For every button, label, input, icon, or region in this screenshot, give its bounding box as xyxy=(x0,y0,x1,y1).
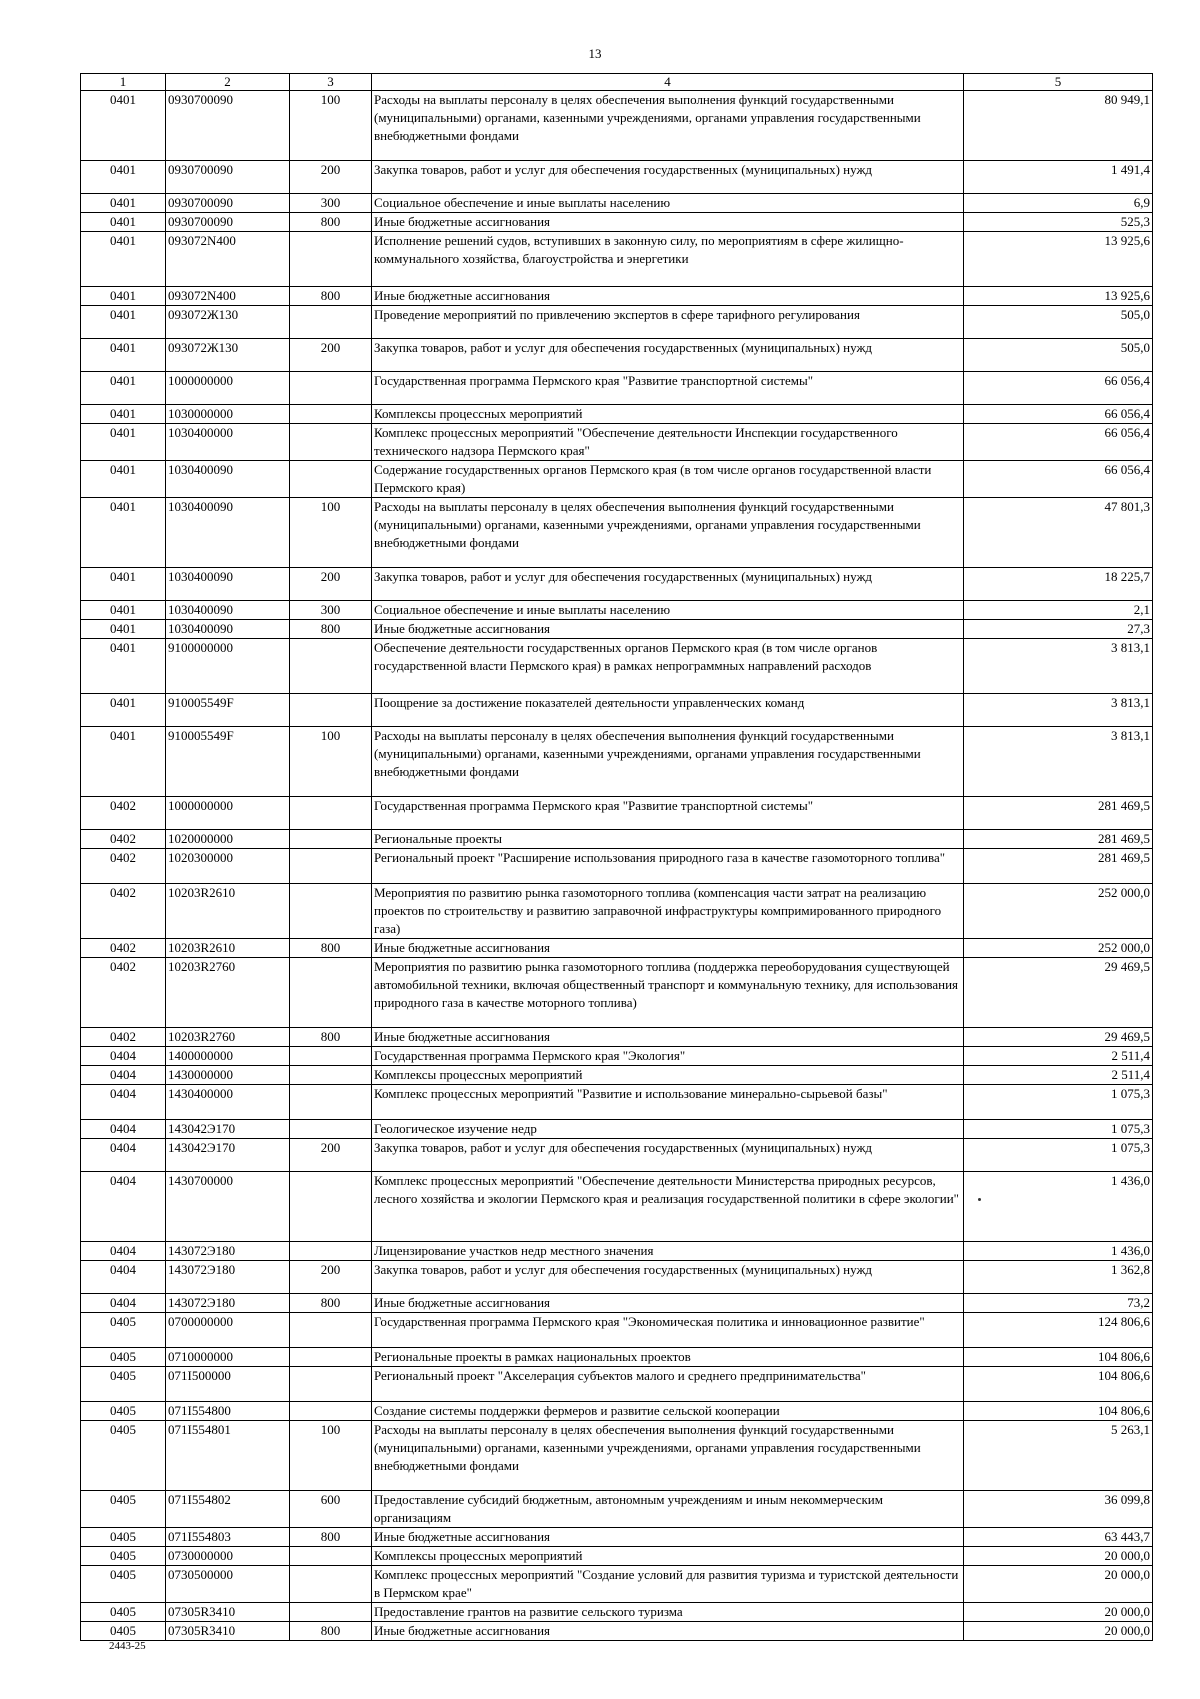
budget-table xyxy=(80,73,1153,1641)
section-cell: 0404 xyxy=(81,1172,166,1242)
table-row xyxy=(81,1313,1153,1348)
expense-type-cell: 200 xyxy=(290,339,372,372)
item-name-cell: Комплексы процессных мероприятий xyxy=(372,1066,964,1085)
item-name-cell: Геологическое изучение недр xyxy=(372,1120,964,1139)
expense-type-cell xyxy=(290,1120,372,1139)
section-cell: 0401 xyxy=(81,639,166,694)
budget-code-cell: 071I554802 xyxy=(166,1491,290,1528)
item-name-cell: Обеспечение деятельности государственных органов Пермского края (в том числе органов государственной власти Пермского края) в рамках непрограммных направлений расходов xyxy=(372,639,964,694)
table-row xyxy=(81,1421,1153,1491)
amount-cell: 66 056,4 xyxy=(964,461,1153,498)
expense-type-cell: 200 xyxy=(290,568,372,601)
table-row xyxy=(81,958,1153,1028)
section-cell: 0402 xyxy=(81,797,166,830)
table-row xyxy=(81,620,1153,639)
amount-cell: 1 362,8 xyxy=(964,1261,1153,1294)
table-row xyxy=(81,568,1153,601)
amount-cell: 505,0 xyxy=(964,339,1153,372)
amount-cell: 2 511,4 xyxy=(964,1047,1153,1066)
budget-code-cell: 10203R2760 xyxy=(166,1028,290,1047)
section-cell: 0405 xyxy=(81,1367,166,1402)
expense-type-cell: 800 xyxy=(290,939,372,958)
budget-code-cell: 1030400000 xyxy=(166,424,290,461)
item-name-cell: Иные бюджетные ассигнования xyxy=(372,287,964,306)
budget-code-cell: 910005549F xyxy=(166,694,290,727)
amount-cell: 27,3 xyxy=(964,620,1153,639)
expense-type-cell: 100 xyxy=(290,498,372,568)
expense-type-cell: 800 xyxy=(290,1028,372,1047)
amount-cell: 104 806,6 xyxy=(964,1402,1153,1421)
section-cell: 0404 xyxy=(81,1066,166,1085)
item-name-cell: Проведение мероприятий по привлечению экспертов в сфере тарифного регулирования xyxy=(372,306,964,339)
budget-code-cell: 1430400000 xyxy=(166,1085,290,1120)
item-name-cell: Государственная программа Пермского края "Развитие транспортной системы" xyxy=(372,797,964,830)
item-name-cell: Мероприятия по развитию рынка газомоторного топлива (поддержка переоборудования существующей автомобильной техники, включая общественный транспорт и коммунальную технику, для использования природного газа в качестве моторного топлива) xyxy=(372,958,964,1028)
table-row xyxy=(81,1491,1153,1528)
item-name-cell: Предоставление субсидий бюджетным, автономным учреждениям и иным некоммерческим организациям xyxy=(372,1491,964,1528)
header-col-2: 2 xyxy=(166,74,290,91)
expense-type-cell xyxy=(290,958,372,1028)
amount-cell: 20 000,0 xyxy=(964,1547,1153,1566)
section-cell: 0401 xyxy=(81,194,166,213)
expense-type-cell xyxy=(290,1242,372,1261)
amount-cell: 1 491,4 xyxy=(964,161,1153,194)
item-name-cell: Закупка товаров, работ и услуг для обеспечения государственных (муниципальных) нужд xyxy=(372,1139,964,1172)
page-number: 13 xyxy=(588,46,602,61)
table-row xyxy=(81,1622,1153,1641)
budget-code-cell: 143072Э180 xyxy=(166,1242,290,1261)
item-name-cell: Расходы на выплаты персоналу в целях обеспечения выполнения функций государственными (муниципальными) органами, казенными учреждениями, органами управления государственными внебюджетными фондами xyxy=(372,727,964,797)
amount-cell: 47 801,3 xyxy=(964,498,1153,568)
expense-type-cell xyxy=(290,1603,372,1622)
table-row xyxy=(81,91,1153,161)
item-name-cell: Региональные проекты в рамках национальных проектов xyxy=(372,1348,964,1367)
expense-type-cell xyxy=(290,424,372,461)
budget-code-cell: 093072N400 xyxy=(166,232,290,287)
section-cell: 0401 xyxy=(81,620,166,639)
expense-type-cell: 800 xyxy=(290,1622,372,1641)
budget-code-cell: 910005549F xyxy=(166,727,290,797)
expense-type-cell: 600 xyxy=(290,1491,372,1528)
item-name-cell: Государственная программа Пермского края "Развитие транспортной системы" xyxy=(372,372,964,405)
budget-code-cell: 1430700000 xyxy=(166,1172,290,1242)
expense-type-cell: 100 xyxy=(290,1421,372,1491)
section-cell: 0404 xyxy=(81,1261,166,1294)
expense-type-cell xyxy=(290,372,372,405)
budget-code-cell: 10203R2760 xyxy=(166,958,290,1028)
table-row xyxy=(81,884,1153,939)
table-row xyxy=(81,830,1153,849)
item-name-cell: Мероприятия по развитию рынка газомоторного топлива (компенсация части затрат на реализацию проектов по строительству и развитию заправочной инфраструктуры компримированного природного газа) xyxy=(372,884,964,939)
budget-code-cell: 1030400090 xyxy=(166,568,290,601)
expense-type-cell: 800 xyxy=(290,213,372,232)
expense-type-cell: 100 xyxy=(290,727,372,797)
header-col-1: 1 xyxy=(81,74,166,91)
amount-cell: 66 056,4 xyxy=(964,424,1153,461)
table-row xyxy=(81,1139,1153,1172)
section-cell: 0405 xyxy=(81,1566,166,1603)
header-col-5: 5 xyxy=(964,74,1153,91)
table-row xyxy=(81,1066,1153,1085)
table-row xyxy=(81,461,1153,498)
amount-cell: 252 000,0 xyxy=(964,884,1153,939)
budget-code-cell: 0700000000 xyxy=(166,1313,290,1348)
section-cell: 0401 xyxy=(81,91,166,161)
section-cell: 0402 xyxy=(81,849,166,884)
table-row xyxy=(81,405,1153,424)
amount-cell: 1 075,3 xyxy=(964,1120,1153,1139)
budget-code-cell: 0930700090 xyxy=(166,213,290,232)
item-name-cell: Закупка товаров, работ и услуг для обеспечения государственных (муниципальных) нужд xyxy=(372,161,964,194)
section-cell: 0401 xyxy=(81,601,166,620)
expense-type-cell xyxy=(290,1402,372,1421)
amount-cell: 525,3 xyxy=(964,213,1153,232)
item-name-cell: Государственная программа Пермского края "Экология" xyxy=(372,1047,964,1066)
item-name-cell: Комплексы процессных мероприятий xyxy=(372,1547,964,1566)
header-col-3: 3 xyxy=(290,74,372,91)
table-row xyxy=(81,639,1153,694)
budget-code-cell: 093072N400 xyxy=(166,287,290,306)
table-row xyxy=(81,1120,1153,1139)
table-row xyxy=(81,194,1153,213)
amount-cell: 29 469,5 xyxy=(964,958,1153,1028)
table-row xyxy=(81,498,1153,568)
budget-code-cell: 1030000000 xyxy=(166,405,290,424)
amount-cell: 281 469,5 xyxy=(964,797,1153,830)
section-cell: 0401 xyxy=(81,372,166,405)
table-row xyxy=(81,1261,1153,1294)
budget-code-cell: 1400000000 xyxy=(166,1047,290,1066)
section-cell: 0402 xyxy=(81,884,166,939)
expense-type-cell: 200 xyxy=(290,161,372,194)
expense-type-cell xyxy=(290,1047,372,1066)
header-col-4: 4 xyxy=(372,74,964,91)
expense-type-cell: 300 xyxy=(290,194,372,213)
section-cell: 0401 xyxy=(81,424,166,461)
budget-code-cell: 10203R2610 xyxy=(166,884,290,939)
expense-type-cell: 200 xyxy=(290,1261,372,1294)
item-name-cell: Закупка товаров, работ и услуг для обеспечения государственных (муниципальных) нужд xyxy=(372,339,964,372)
amount-cell: 36 099,8 xyxy=(964,1491,1153,1528)
budget-code-cell: 071I500000 xyxy=(166,1367,290,1402)
amount-cell: 20 000,0 xyxy=(964,1603,1153,1622)
table-row xyxy=(81,287,1153,306)
budget-code-cell: 071I554800 xyxy=(166,1402,290,1421)
amount-cell: 13 925,6 xyxy=(964,287,1153,306)
amount-cell: 281 469,5 xyxy=(964,830,1153,849)
amount-cell: 18 225,7 xyxy=(964,568,1153,601)
amount-cell: 2,1 xyxy=(964,601,1153,620)
amount-cell: 2 511,4 xyxy=(964,1066,1153,1085)
budget-code-cell: 0730000000 xyxy=(166,1547,290,1566)
table-row xyxy=(81,601,1153,620)
expense-type-cell: 800 xyxy=(290,287,372,306)
expense-type-cell xyxy=(290,797,372,830)
section-cell: 0404 xyxy=(81,1139,166,1172)
item-name-cell: Комплекс процессных мероприятий "Обеспечение деятельности Министерства природных ресурсов, лесного хозяйства и экологии Пермского края и реализация государственной политики в сфере экологии" xyxy=(372,1172,964,1242)
amount-cell: 1 075,3 xyxy=(964,1139,1153,1172)
expense-type-cell xyxy=(290,1566,372,1603)
budget-code-cell: 0930700090 xyxy=(166,161,290,194)
section-cell: 0401 xyxy=(81,694,166,727)
section-cell: 0405 xyxy=(81,1528,166,1547)
budget-code-cell: 071I554803 xyxy=(166,1528,290,1547)
table-row xyxy=(81,1028,1153,1047)
table-row xyxy=(81,424,1153,461)
amount-cell: 5 263,1 xyxy=(964,1421,1153,1491)
table-row xyxy=(81,694,1153,727)
budget-code-cell: 1030400090 xyxy=(166,601,290,620)
table-row xyxy=(81,1085,1153,1120)
amount-cell: 29 469,5 xyxy=(964,1028,1153,1047)
expense-type-cell: 800 xyxy=(290,620,372,639)
item-name-cell: Региональный проект "Расширение использования природного газа в качестве газомоторного топлива" xyxy=(372,849,964,884)
budget-code-cell: 1430000000 xyxy=(166,1066,290,1085)
expense-type-cell xyxy=(290,849,372,884)
item-name-cell: Закупка товаров, работ и услуг для обеспечения государственных (муниципальных) нужд xyxy=(372,568,964,601)
table-row xyxy=(81,1528,1153,1547)
table-row xyxy=(81,1566,1153,1603)
budget-code-cell: 10203R2610 xyxy=(166,939,290,958)
expense-type-cell: 800 xyxy=(290,1528,372,1547)
table-row xyxy=(81,939,1153,958)
table-row xyxy=(81,306,1153,339)
item-name-cell: Предоставление грантов на развитие сельского туризма xyxy=(372,1603,964,1622)
item-name-cell: Поощрение за достижение показателей деятельности управленческих команд xyxy=(372,694,964,727)
amount-cell: 124 806,6 xyxy=(964,1313,1153,1348)
budget-code-cell: 1020300000 xyxy=(166,849,290,884)
budget-code-cell: 143042Э170 xyxy=(166,1120,290,1139)
table-row xyxy=(81,339,1153,372)
section-cell: 0402 xyxy=(81,830,166,849)
expense-type-cell xyxy=(290,405,372,424)
table-row xyxy=(81,1603,1153,1622)
item-name-cell: Государственная программа Пермского края "Экономическая политика и инновационное развитие" xyxy=(372,1313,964,1348)
budget-code-cell: 093072Ж130 xyxy=(166,306,290,339)
expense-type-cell xyxy=(290,830,372,849)
item-name-cell: Иные бюджетные ассигнования xyxy=(372,213,964,232)
section-cell: 0401 xyxy=(81,727,166,797)
section-cell: 0405 xyxy=(81,1491,166,1528)
budget-code-cell: 0930700090 xyxy=(166,194,290,213)
item-name-cell: Иные бюджетные ассигнования xyxy=(372,1622,964,1641)
expense-type-cell xyxy=(290,1367,372,1402)
budget-code-cell: 1030400090 xyxy=(166,461,290,498)
table-row xyxy=(81,372,1153,405)
item-name-cell: Содержание государственных органов Пермского края (в том числе органов государственной власти Пермского края) xyxy=(372,461,964,498)
expense-type-cell xyxy=(290,639,372,694)
table-row xyxy=(81,849,1153,884)
expense-type-cell: 100 xyxy=(290,91,372,161)
expense-type-cell xyxy=(290,306,372,339)
table-row xyxy=(81,1242,1153,1261)
item-name-cell: Иные бюджетные ассигнования xyxy=(372,1528,964,1547)
table-row xyxy=(81,1367,1153,1402)
item-name-cell: Иные бюджетные ассигнования xyxy=(372,620,964,639)
section-cell: 0405 xyxy=(81,1603,166,1622)
section-cell: 0404 xyxy=(81,1242,166,1261)
table-row xyxy=(81,727,1153,797)
section-cell: 0404 xyxy=(81,1085,166,1120)
table-row xyxy=(81,1294,1153,1313)
amount-cell: 3 813,1 xyxy=(964,694,1153,727)
table-row xyxy=(81,1172,1153,1242)
amount-cell: 20 000,0 xyxy=(964,1622,1153,1641)
budget-code-cell: 143042Э170 xyxy=(166,1139,290,1172)
item-name-cell: Расходы на выплаты персоналу в целях обеспечения выполнения функций государственными (муниципальными) органами, казенными учреждениями, органами управления государственными внебюджетными фондами xyxy=(372,91,964,161)
item-name-cell: Иные бюджетные ассигнования xyxy=(372,1294,964,1313)
budget-code-cell: 0730500000 xyxy=(166,1566,290,1603)
expense-type-cell xyxy=(290,1313,372,1348)
budget-code-cell: 07305R3410 xyxy=(166,1603,290,1622)
item-name-cell: Региональный проект "Акселерация субъектов малого и среднего предпринимательства" xyxy=(372,1367,964,1402)
expense-type-cell xyxy=(290,1066,372,1085)
budget-code-cell: 1020000000 xyxy=(166,830,290,849)
item-name-cell: Иные бюджетные ассигнования xyxy=(372,939,964,958)
section-cell: 0405 xyxy=(81,1421,166,1491)
item-name-cell: Расходы на выплаты персоналу в целях обеспечения выполнения функций государственными (муниципальными) органами, казенными учреждениями, органами управления государственными внебюджетными фондами xyxy=(372,498,964,568)
amount-cell: 66 056,4 xyxy=(964,405,1153,424)
item-name-cell: Социальное обеспечение и иные выплаты населению xyxy=(372,194,964,213)
expense-type-cell xyxy=(290,461,372,498)
amount-cell: 104 806,6 xyxy=(964,1367,1153,1402)
item-name-cell: Создание системы поддержки фермеров и развитие сельской кооперации xyxy=(372,1402,964,1421)
amount-cell: 63 443,7 xyxy=(964,1528,1153,1547)
budget-code-cell: 071I554801 xyxy=(166,1421,290,1491)
section-cell: 0404 xyxy=(81,1047,166,1066)
section-cell: 0405 xyxy=(81,1313,166,1348)
item-name-cell: Расходы на выплаты персоналу в целях обеспечения выполнения функций государственными (муниципальными) органами, казенными учреждениями, органами управления государственными внебюджетными фондами xyxy=(372,1421,964,1491)
section-cell: 0405 xyxy=(81,1402,166,1421)
item-name-cell: Комплекс процессных мероприятий "Развитие и использование минерально-сырьевой базы" xyxy=(372,1085,964,1120)
expense-type-cell xyxy=(290,1172,372,1242)
amount-cell: 104 806,6 xyxy=(964,1348,1153,1367)
scan-artifact-dot xyxy=(978,1198,981,1201)
budget-code-cell: 143072Э180 xyxy=(166,1261,290,1294)
amount-cell: 3 813,1 xyxy=(964,639,1153,694)
table-body xyxy=(81,91,1153,1641)
section-cell: 0405 xyxy=(81,1622,166,1641)
section-cell: 0401 xyxy=(81,339,166,372)
section-cell: 0402 xyxy=(81,1028,166,1047)
amount-cell: 252 000,0 xyxy=(964,939,1153,958)
item-name-cell: Региональные проекты xyxy=(372,830,964,849)
section-cell: 0404 xyxy=(81,1120,166,1139)
item-name-cell: Комплекс процессных мероприятий "Создание условий для развития туризма и туристской деятельности в Пермском крае" xyxy=(372,1566,964,1603)
item-name-cell: Комплексы процессных мероприятий xyxy=(372,405,964,424)
amount-cell: 13 925,6 xyxy=(964,232,1153,287)
section-cell: 0401 xyxy=(81,568,166,601)
table-row xyxy=(81,797,1153,830)
expense-type-cell xyxy=(290,694,372,727)
table-row xyxy=(81,1402,1153,1421)
budget-code-cell: 0930700090 xyxy=(166,91,290,161)
expense-type-cell xyxy=(290,232,372,287)
section-cell: 0405 xyxy=(81,1547,166,1566)
section-cell: 0401 xyxy=(81,498,166,568)
section-cell: 0404 xyxy=(81,1294,166,1313)
expense-type-cell: 300 xyxy=(290,601,372,620)
amount-cell: 6,9 xyxy=(964,194,1153,213)
section-cell: 0405 xyxy=(81,1348,166,1367)
amount-cell: 281 469,5 xyxy=(964,849,1153,884)
amount-cell: 20 000,0 xyxy=(964,1566,1153,1603)
section-cell: 0401 xyxy=(81,461,166,498)
budget-code-cell: 1000000000 xyxy=(166,797,290,830)
item-name-cell: Исполнение решений судов, вступивших в законную силу, по мероприятиям в сфере жилищно-коммунального хозяйства, благоустройства и энергетики xyxy=(372,232,964,287)
amount-cell: 1 436,0 xyxy=(964,1242,1153,1261)
document-code: 2443-25 xyxy=(109,1640,146,1652)
amount-cell: 3 813,1 xyxy=(964,727,1153,797)
section-cell: 0402 xyxy=(81,939,166,958)
budget-code-cell: 1030400090 xyxy=(166,620,290,639)
amount-cell: 1 075,3 xyxy=(964,1085,1153,1120)
budget-code-cell: 07305R3410 xyxy=(166,1622,290,1641)
section-cell: 0402 xyxy=(81,958,166,1028)
section-cell: 0401 xyxy=(81,161,166,194)
table-row xyxy=(81,1348,1153,1367)
section-cell: 0401 xyxy=(81,213,166,232)
expense-type-cell xyxy=(290,1348,372,1367)
amount-cell: 73,2 xyxy=(964,1294,1153,1313)
budget-code-cell: 1000000000 xyxy=(166,372,290,405)
amount-cell: 505,0 xyxy=(964,306,1153,339)
section-cell: 0401 xyxy=(81,287,166,306)
header-row xyxy=(81,74,1153,91)
expense-type-cell xyxy=(290,1085,372,1120)
amount-cell: 66 056,4 xyxy=(964,372,1153,405)
table-row xyxy=(81,161,1153,194)
table-row xyxy=(81,232,1153,287)
section-cell: 0401 xyxy=(81,306,166,339)
expense-type-cell: 800 xyxy=(290,1294,372,1313)
expense-type-cell xyxy=(290,1547,372,1566)
budget-code-cell: 143072Э180 xyxy=(166,1294,290,1313)
expense-type-cell xyxy=(290,884,372,939)
item-name-cell: Социальное обеспечение и иные выплаты населению xyxy=(372,601,964,620)
budget-code-cell: 9100000000 xyxy=(166,639,290,694)
item-name-cell: Комплекс процессных мероприятий "Обеспечение деятельности Инспекции государственного технического надзора Пермского края" xyxy=(372,424,964,461)
section-cell: 0401 xyxy=(81,232,166,287)
item-name-cell: Иные бюджетные ассигнования xyxy=(372,1028,964,1047)
table-row xyxy=(81,1047,1153,1066)
budget-code-cell: 1030400090 xyxy=(166,498,290,568)
expense-type-cell: 200 xyxy=(290,1139,372,1172)
budget-code-cell: 0710000000 xyxy=(166,1348,290,1367)
amount-cell: 80 949,1 xyxy=(964,91,1153,161)
table-header xyxy=(81,74,1153,91)
amount-cell: 1 436,0 xyxy=(964,1172,1153,1242)
table-row xyxy=(81,1547,1153,1566)
item-name-cell: Закупка товаров, работ и услуг для обеспечения государственных (муниципальных) нужд xyxy=(372,1261,964,1294)
section-cell: 0401 xyxy=(81,405,166,424)
item-name-cell: Лицензирование участков недр местного значения xyxy=(372,1242,964,1261)
table-row xyxy=(81,213,1153,232)
budget-code-cell: 093072Ж130 xyxy=(166,339,290,372)
